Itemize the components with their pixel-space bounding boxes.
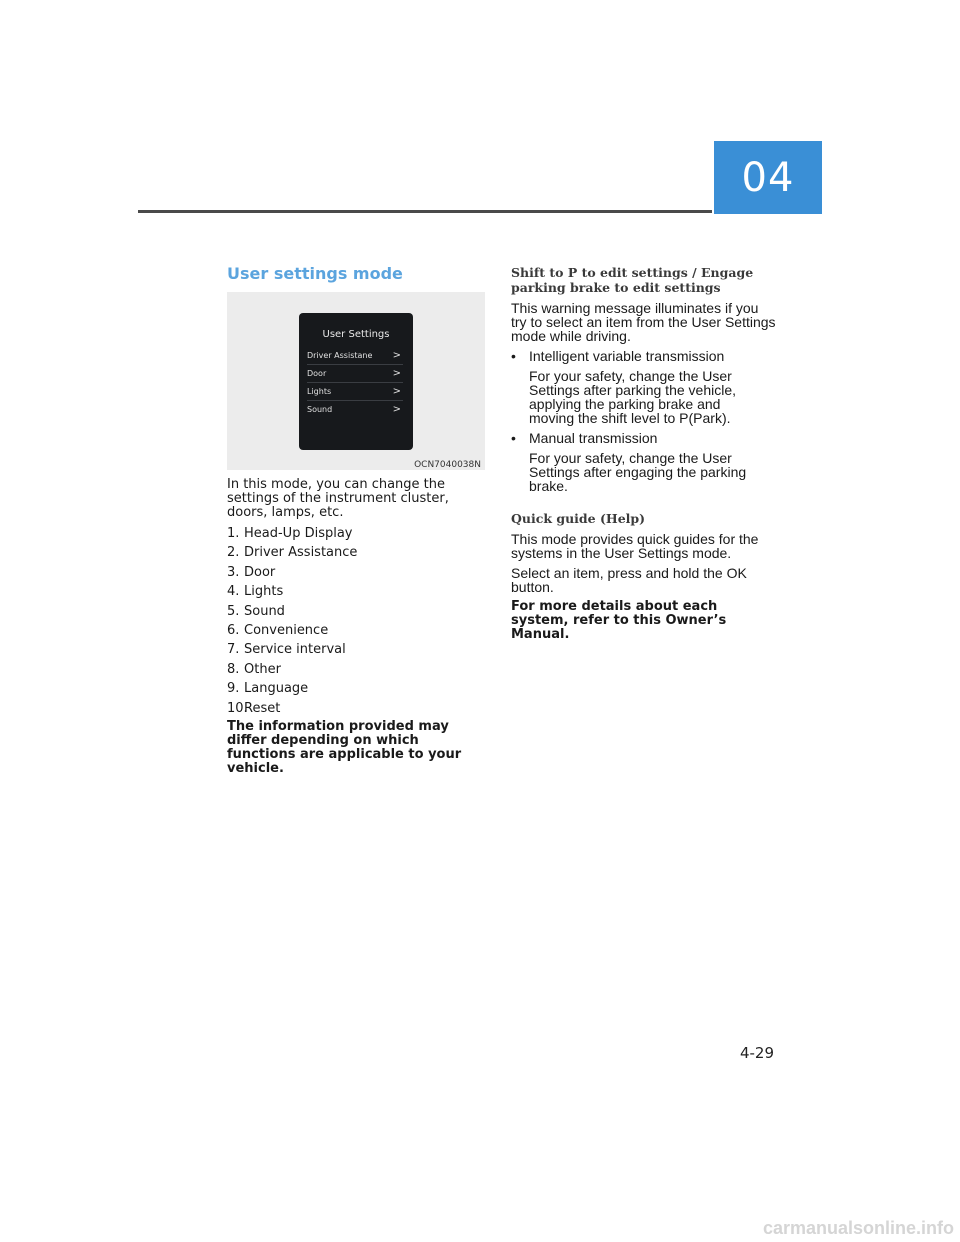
- figure-user-settings: [227, 292, 485, 470]
- screen-menu-item-label: Lights: [307, 387, 332, 396]
- shift-to-p-heading: Shift to P to edit settings / Engage parking brake to edit settings: [511, 265, 754, 295]
- section-title: User settings mode: [227, 264, 403, 283]
- warning-description: This warning message illuminates if you try to select an item from the User Settings mode while driving.: [511, 300, 776, 344]
- list-item: 1. Head-Up Display: [227, 526, 353, 541]
- list-item: 6. Convenience: [227, 623, 329, 639]
- list-item: 8. Other: [227, 661, 281, 677]
- screen-menu-item-label: Sound: [307, 405, 333, 414]
- bullet-icon: •: [511, 430, 516, 446]
- applicability-note: The information provided may differ depending on which functions are applicable to your vehicle.: [227, 719, 462, 777]
- list-item: 2. Driver Assistance: [227, 545, 358, 561]
- cluster-screen: [299, 313, 413, 450]
- chevron-right-icon: >: [392, 368, 401, 379]
- bullet-item: [511, 349, 776, 363]
- screen-menu-item: [307, 383, 403, 401]
- list-item: 4. Lights: [227, 584, 284, 600]
- screen-menu-item: [307, 401, 403, 418]
- screen-menu-item: [307, 365, 403, 383]
- bullet-label: Manual transmission: [529, 430, 658, 446]
- watermark: carmanualsonline.info: [762, 1218, 954, 1238]
- chevron-right-icon: >: [392, 350, 401, 361]
- screen-menu-item-label: Door: [307, 369, 327, 378]
- bullet-text: For your safety, change the User Settings after parking the vehicle, applying the parking brake and moving the shift level to P(Park).: [529, 368, 737, 426]
- quick-guide-heading: Quick guide (Help): [511, 511, 646, 526]
- quick-guide-text: This mode provides quick guides for the systems in the User Settings mode.: [511, 531, 759, 561]
- figure-code: OCN7040038N: [414, 460, 481, 470]
- header-rule: [138, 210, 712, 213]
- bullet-icon: •: [511, 348, 516, 364]
- right-column: [511, 265, 776, 642]
- settings-list: [227, 524, 485, 718]
- bullet-label: Intelligent variable transmission: [529, 348, 725, 364]
- chapter-tab: [714, 141, 822, 214]
- list-item: 9. Language: [227, 681, 309, 697]
- chapter-number: 04: [741, 154, 795, 201]
- screen-title: User Settings: [322, 329, 390, 340]
- list-item: 10. Reset: [227, 700, 281, 716]
- list-item: 7. Service interval: [227, 642, 346, 658]
- bullet-item: [511, 431, 776, 445]
- intro-text: In this mode, you can change the settings of the instrument cluster, doors, lamps, etc.: [227, 477, 449, 520]
- list-item: 3. Door: [227, 564, 276, 580]
- quick-guide-instruction: Select an item, press and hold the OK button.: [511, 565, 747, 595]
- chevron-right-icon: >: [392, 404, 401, 415]
- list-item: 5. Sound: [227, 603, 285, 619]
- page-number: 4-29: [739, 1044, 774, 1062]
- manual-reference-note: For more details about each system, refer to this Owner’s Manual.: [511, 599, 727, 642]
- left-column: [227, 262, 485, 776]
- screen-menu-item: [307, 347, 403, 365]
- chevron-right-icon: >: [392, 386, 401, 397]
- bullet-text: For your safety, change the User Settings after engaging the parking brake.: [529, 450, 747, 494]
- screen-menu-item-label: Driver Assistane: [307, 351, 373, 360]
